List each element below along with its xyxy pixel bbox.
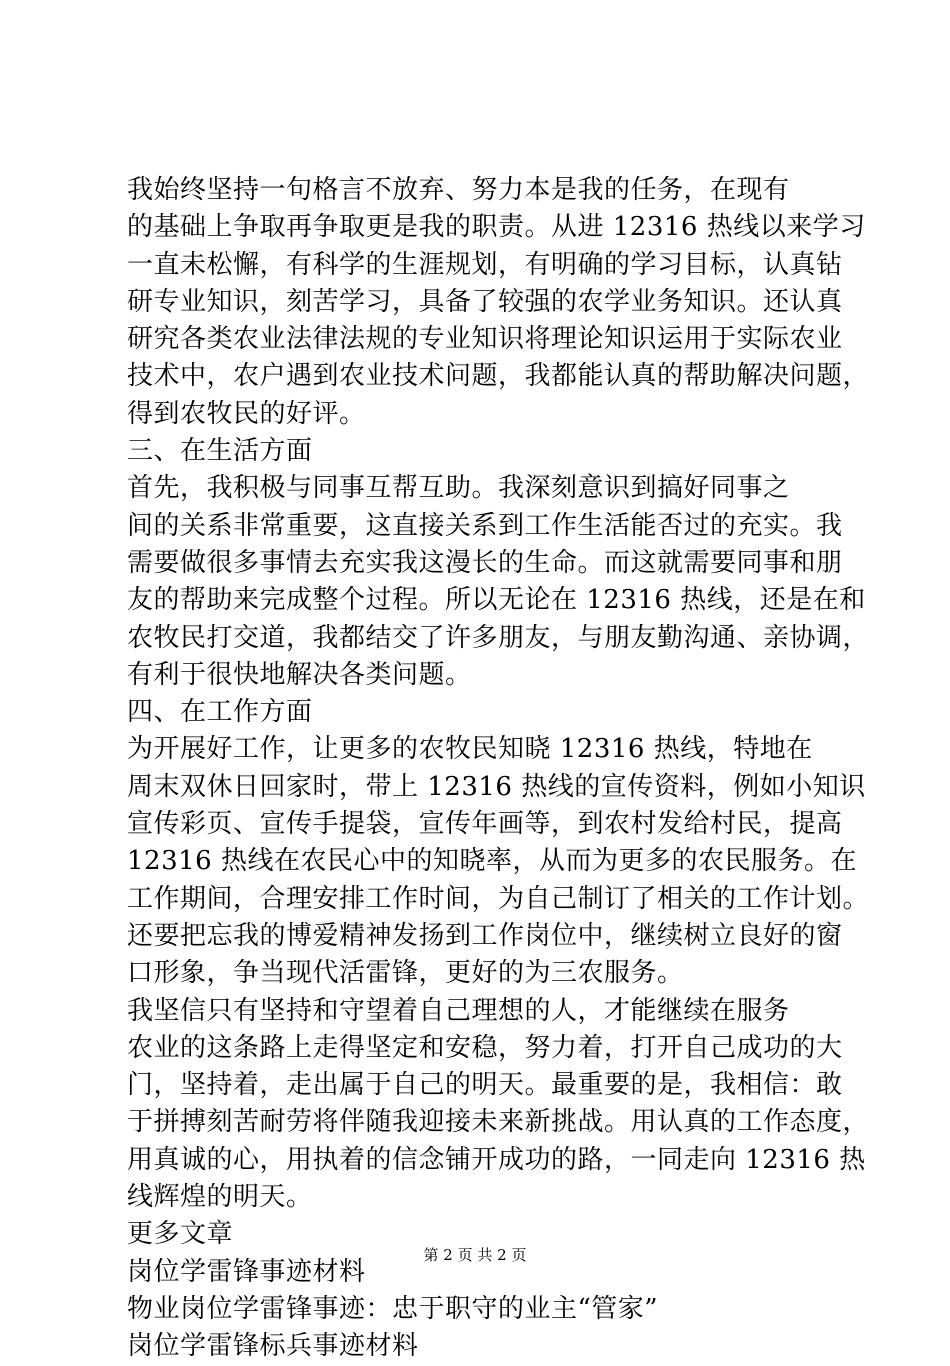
text-line: 工作期间，合理安排工作时间，为自己制订了相关的工作计划。 xyxy=(127,883,870,914)
text-line: 农业的这条路上走得坚定和安稳，努力着，打开自己成功的大 xyxy=(127,1032,843,1063)
text-line: 一直未松懈，有科学的生涯规划，有明确的学习目标，认真钻 xyxy=(127,249,843,280)
text-line: 需要做很多事情去充实我这漫长的生命。而这就需要同事和朋 xyxy=(127,547,843,578)
text-line: 研专业知识，刻苦学习，具备了较强的农学业务知识。还认真 xyxy=(127,286,843,317)
text-line: 口形象，争当现代活雷锋，更好的为三农服务。 xyxy=(127,958,684,989)
text-line: 友的帮助来完成整个过程。所以无论在 12316 热线，还是在和 xyxy=(127,585,866,616)
text-line: 得到农牧民的好评。 xyxy=(127,398,366,429)
document-body xyxy=(127,172,870,1366)
text-line: 为开展好工作，让更多的农牧民知晓 12316 热线，特地在 xyxy=(127,734,813,765)
text-line: 用真诚的心，用执着的信念铺开成功的路，一同走向 12316 热 xyxy=(127,1144,866,1175)
text-line: 农牧民打交道，我都结交了许多朋友，与朋友勤沟通、亲协调， xyxy=(127,622,870,653)
text-line: 周末双休日回家时，带上 12316 热线的宣传资料，例如小知识 xyxy=(127,771,866,802)
related-article-link[interactable]: 物业岗位学雷锋事迹：忠于职守的业主“管家” xyxy=(127,1293,659,1324)
text-line: 的基础上争取再争取更是我的职责。从进 12316 热线以来学习 xyxy=(127,212,866,243)
section-heading: 三、在生活方面 xyxy=(127,436,313,467)
text-line: 间的关系非常重要，这直接关系到工作生活能否过的充实。我 xyxy=(127,510,843,541)
text-line: 技术中，农户遇到农业技术问题，我都能认真的帮助解决问题， xyxy=(127,361,870,392)
related-article-link[interactable]: 岗位学雷锋事迹材料 xyxy=(127,1256,366,1287)
text-line: 首先，我积极与同事互帮互助。我深刻意识到搞好同事之 xyxy=(127,473,790,504)
more-articles-heading: 更多文章 xyxy=(127,1219,234,1250)
text-line: 于拼搏刻苦耐劳将伴随我迎接未来新挑战。用认真的工作态度， xyxy=(127,1107,870,1138)
section-heading: 四、在工作方面 xyxy=(127,697,313,728)
text-line: 我坚信只有坚持和守望着自己理想的人，才能继续在服务 xyxy=(127,995,790,1026)
text-line: 研究各类农业法律法规的专业知识将理论知识运用于实际农业 xyxy=(127,324,843,355)
text-line: 有利于很快地解决各类问题。 xyxy=(127,659,472,690)
text-line: 我始终坚持一句格言不放弃、努力本是我的任务，在现有 xyxy=(127,175,790,205)
text-line: 还要把忘我的博爱精神发扬到工作岗位中，继续树立良好的窗 xyxy=(127,920,843,951)
text-line: 宣传彩页、宣传手提袋，宣传年画等，到农村发给村民，提高 xyxy=(127,809,843,840)
text-line: 门，坚持着，走出属于自己的明天。最重要的是，我相信：敢 xyxy=(127,1070,843,1101)
page-number-footer: 第 2 页 共 2 页 xyxy=(423,1246,527,1264)
text-line: 12316 热线在农民心中的知晓率，从而为更多的农民服务。在 xyxy=(127,846,857,877)
related-article-link[interactable]: 岗位学雷锋标兵事迹材料 xyxy=(127,1331,419,1362)
text-line: 线辉煌的明天。 xyxy=(127,1182,313,1213)
